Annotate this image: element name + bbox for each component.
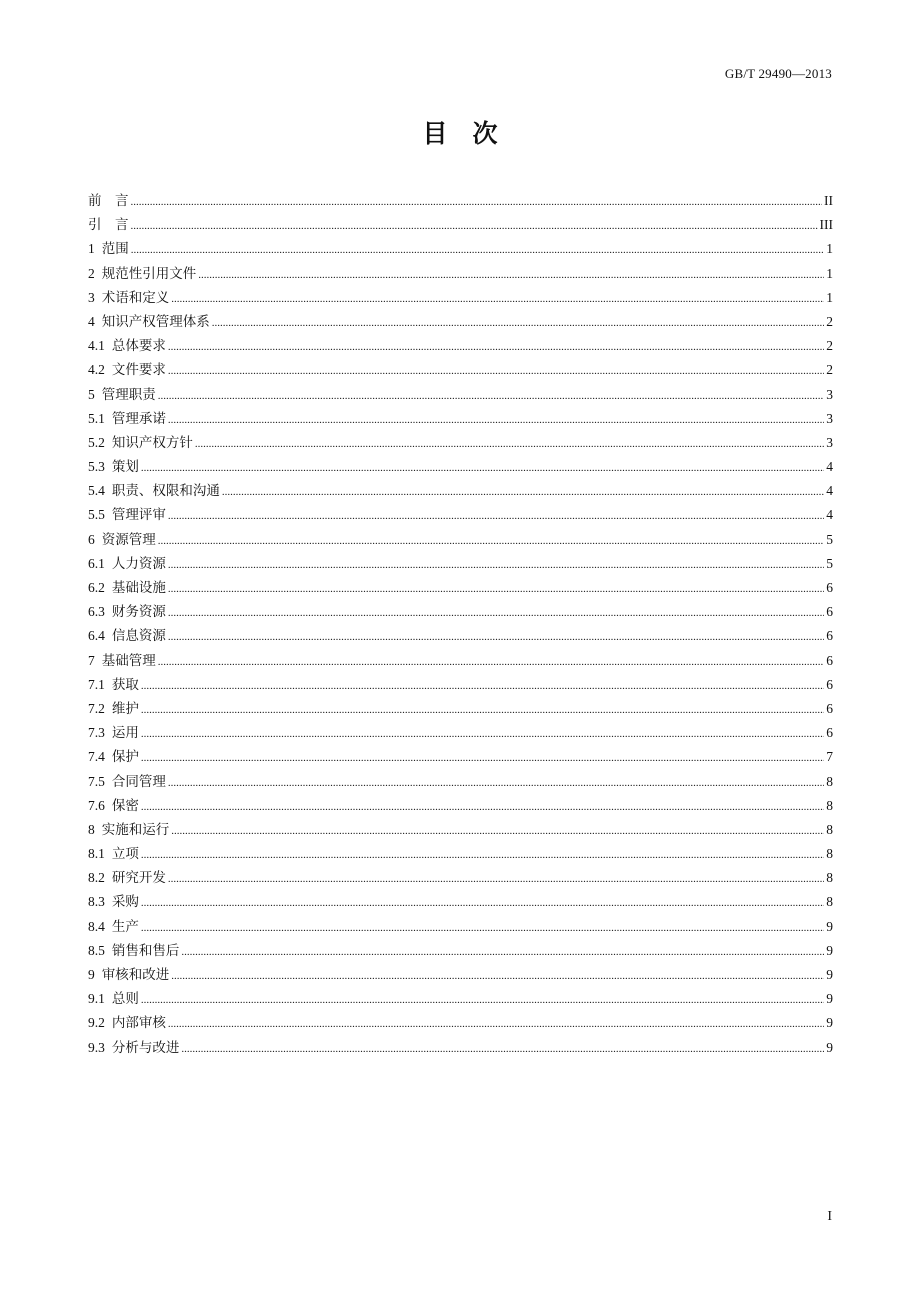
toc-entry-title: 策划 — [111, 459, 139, 476]
toc-entry-title: 人力资源 — [111, 555, 166, 572]
toc-entry-number: 5.2 — [88, 434, 105, 450]
toc-entry-page: 7 — [826, 749, 833, 765]
toc-entry-page: 8 — [826, 773, 833, 789]
toc-dot-leader — [168, 359, 824, 383]
toc-entry-page: 6 — [826, 604, 833, 620]
toc-entry-page: 8 — [826, 870, 833, 886]
toc-entry-title: 保护 — [111, 749, 139, 766]
toc-entry-title: 保密 — [111, 797, 139, 814]
toc-dot-leader — [158, 384, 825, 408]
toc-entry-title: 术语和定义 — [101, 289, 170, 306]
toc-entry-page: 4 — [826, 483, 833, 499]
toc-entry-number: 6.4 — [88, 628, 105, 644]
toc-entry-number: 5.4 — [88, 483, 105, 499]
toc-entry-page: 8 — [826, 894, 833, 910]
toc-dot-leader — [168, 867, 824, 891]
toc-dot-leader — [168, 577, 824, 601]
toc-entry[interactable] — [88, 915, 833, 939]
toc-entry-title: 审核和改进 — [101, 967, 170, 983]
toc-entry-number: 7 — [88, 652, 95, 668]
toc-dot-leader — [168, 408, 824, 432]
toc-entry-page: 6 — [826, 700, 833, 716]
toc-entry[interactable] — [88, 649, 833, 673]
toc-entry-number: 7.6 — [88, 797, 105, 813]
toc-entry-page: 2 — [826, 362, 833, 378]
toc-entry[interactable] — [88, 697, 833, 721]
toc-entry-page: 4 — [826, 507, 833, 523]
toc-entry[interactable] — [88, 842, 833, 866]
toc-entry-number: 8.1 — [88, 846, 105, 862]
toc-entry-title: 引 言 — [88, 217, 129, 234]
toc-entry[interactable] — [88, 1011, 833, 1035]
toc-entry-page: 5 — [826, 555, 833, 571]
toc-dot-leader — [141, 891, 824, 915]
toc-entry[interactable] — [88, 770, 833, 794]
toc-entry-page: 9 — [826, 942, 833, 958]
toc-entry-number: 7.1 — [88, 676, 105, 692]
toc-entry-number: 8.2 — [88, 870, 105, 886]
toc-entry-number: 4.2 — [88, 362, 105, 378]
toc-entry-page: 9 — [826, 918, 833, 934]
toc-entry-title: 获取 — [111, 676, 139, 693]
toc-entry-page: 3 — [826, 410, 833, 426]
toc-entry-number: 5.3 — [88, 459, 105, 475]
toc-dot-leader — [168, 335, 824, 359]
toc-entry-number: 6.3 — [88, 604, 105, 620]
toc-dot-leader — [141, 916, 824, 940]
toc-entry-page: 9 — [826, 1039, 833, 1055]
toc-entry[interactable] — [88, 237, 833, 261]
toc-entry-page: 1 — [826, 265, 833, 281]
toc-dot-leader — [168, 1012, 824, 1036]
page-title: 目 次 — [422, 119, 498, 148]
toc-dot-leader — [141, 988, 824, 1012]
toc-dot-leader — [181, 1037, 824, 1061]
toc-entry-number: 6.2 — [88, 580, 105, 595]
toc-entry-number: 8.5 — [88, 942, 105, 958]
toc-entry-number: 7.5 — [88, 773, 105, 789]
toc-entry[interactable] — [88, 479, 833, 503]
toc-entry-number: 1 — [88, 241, 95, 257]
toc-entry-title: 基础设施 — [111, 580, 166, 596]
toc-dot-leader — [168, 601, 824, 625]
toc-entry-title: 文件要求 — [111, 362, 166, 379]
toc-entry-page: 3 — [826, 434, 833, 450]
toc-entry[interactable] — [88, 624, 833, 648]
toc-entry-number: 9.3 — [88, 1039, 105, 1055]
toc-entry-number: 4.1 — [88, 338, 105, 354]
toc-dot-leader — [131, 190, 823, 214]
toc-entry-title: 管理承诺 — [111, 410, 166, 427]
toc-entry[interactable] — [88, 358, 833, 382]
toc-entry-page: 1 — [826, 241, 833, 257]
toc-entry[interactable] — [88, 721, 833, 745]
toc-entry-title: 知识产权方针 — [111, 434, 193, 451]
toc-entry-number: 7.4 — [88, 749, 105, 765]
toc-entry-number: 9 — [88, 967, 95, 982]
toc-entry-title: 管理评审 — [111, 507, 166, 524]
toc-entry[interactable] — [88, 383, 833, 407]
toc-entry-page: 5 — [826, 531, 833, 547]
toc-dot-leader — [141, 456, 824, 480]
toc-entry[interactable] — [88, 673, 833, 697]
toc-entry-number: 2 — [88, 265, 95, 281]
toc-dot-leader — [168, 625, 824, 649]
toc-entry[interactable] — [88, 576, 833, 600]
toc-entry-number: 8.4 — [88, 918, 105, 934]
toc-entry[interactable] — [88, 431, 833, 455]
table-of-contents — [88, 189, 833, 1060]
toc-entry-number: 9.2 — [88, 1015, 105, 1031]
toc-entry-page: 8 — [826, 846, 833, 862]
toc-dot-leader — [198, 263, 824, 287]
toc-entry-title: 内部审核 — [111, 1015, 166, 1032]
toc-entry-number: 6 — [88, 531, 95, 547]
toc-entry-page: 6 — [826, 628, 833, 644]
toc-entry[interactable] — [88, 407, 833, 431]
toc-dot-leader — [141, 698, 824, 722]
toc-entry-page: 9 — [826, 991, 833, 1007]
toc-dot-leader — [158, 650, 825, 674]
toc-entry-title: 销售和售后 — [111, 942, 180, 959]
toc-entry[interactable] — [88, 866, 833, 890]
toc-entry[interactable] — [88, 189, 833, 213]
toc-entry[interactable] — [88, 600, 833, 624]
page-number: I — [827, 1209, 832, 1224]
toc-entry-page: 8 — [826, 821, 833, 837]
toc-entry[interactable] — [88, 890, 833, 914]
toc-entry-page: III — [819, 217, 833, 233]
toc-entry[interactable] — [88, 503, 833, 527]
toc-entry-title: 范围 — [101, 241, 129, 258]
toc-entry-title: 总则 — [111, 991, 139, 1008]
toc-entry-title: 管理职责 — [101, 386, 156, 403]
toc-entry-number: 5.5 — [88, 507, 105, 523]
toc-entry-number: 4 — [88, 313, 95, 329]
toc-entry[interactable] — [88, 213, 833, 237]
toc-entry[interactable] — [88, 528, 833, 552]
toc-entry-number: 8.3 — [88, 894, 105, 910]
toc-dot-leader — [158, 529, 825, 553]
toc-entry[interactable] — [88, 334, 833, 358]
toc-entry[interactable] — [88, 745, 833, 769]
toc-entry[interactable] — [88, 552, 833, 576]
toc-entry[interactable] — [88, 987, 833, 1011]
toc-entry-title: 职责、权限和沟通 — [111, 483, 220, 500]
toc-entry[interactable] — [88, 1036, 833, 1060]
toc-entry-number: 6.1 — [88, 555, 105, 571]
toc-entry-number: 7.3 — [88, 725, 105, 741]
toc-entry-title: 财务资源 — [111, 604, 166, 621]
toc-entry-title: 采购 — [111, 894, 139, 911]
toc-dot-leader — [222, 480, 824, 504]
toc-entry-number: 5.1 — [88, 410, 105, 426]
toc-entry-page: 2 — [826, 338, 833, 354]
toc-dot-leader — [141, 843, 824, 867]
toc-entry-title: 知识产权管理体系 — [101, 313, 210, 330]
toc-entry-title: 生产 — [111, 918, 139, 935]
toc-entry-title: 信息资源 — [111, 628, 166, 645]
toc-entry-page: 6 — [826, 580, 833, 595]
toc-dot-leader — [141, 795, 824, 819]
toc-entry[interactable] — [88, 963, 833, 987]
toc-dot-leader — [131, 238, 825, 262]
toc-entry-title: 资源管理 — [101, 531, 156, 548]
toc-entry-page: 1 — [826, 289, 833, 305]
toc-entry-number: 9.1 — [88, 991, 105, 1007]
toc-entry-page: 3 — [826, 386, 833, 402]
toc-entry-title: 实施和运行 — [101, 821, 170, 838]
toc-dot-leader — [168, 771, 824, 795]
toc-entry[interactable] — [88, 262, 833, 286]
toc-entry-title: 维护 — [111, 700, 139, 717]
standard-code: GB/T 29490—2013 — [724, 66, 832, 81]
toc-dot-leader — [212, 311, 825, 335]
toc-dot-leader — [195, 432, 824, 456]
toc-entry-number: 5 — [88, 386, 95, 402]
toc-entry-number: 3 — [88, 289, 95, 305]
toc-dot-leader — [171, 819, 824, 843]
toc-entry[interactable] — [88, 818, 833, 842]
toc-entry-title: 合同管理 — [111, 773, 166, 790]
toc-dot-leader — [141, 746, 824, 770]
toc-entry-title: 分析与改进 — [111, 1039, 180, 1056]
toc-entry[interactable] — [88, 310, 833, 334]
toc-entry[interactable] — [88, 794, 833, 818]
toc-entry-page: 9 — [826, 967, 833, 982]
toc-entry-title: 基础管理 — [101, 652, 156, 669]
toc-dot-leader — [171, 964, 824, 988]
toc-entry-page: 6 — [826, 725, 833, 741]
toc-entry-title: 立项 — [111, 846, 139, 863]
toc-entry-page: 2 — [826, 313, 833, 329]
toc-entry-page: 6 — [826, 652, 833, 668]
toc-entry[interactable] — [88, 455, 833, 479]
toc-entry-page: II — [824, 193, 833, 208]
toc-entry-title: 规范性引用文件 — [101, 265, 197, 282]
toc-entry[interactable] — [88, 939, 833, 963]
toc-dot-leader — [168, 553, 824, 577]
toc-entry-page: 6 — [826, 676, 833, 692]
toc-entry-number: 7.2 — [88, 700, 105, 716]
toc-entry-title: 前 言 — [88, 193, 129, 209]
toc-entry-title: 运用 — [111, 725, 139, 742]
toc-entry-title: 研究开发 — [111, 870, 166, 887]
toc-dot-leader — [181, 940, 824, 964]
toc-entry-number: 8 — [88, 821, 95, 837]
toc-entry-page: 9 — [826, 1015, 833, 1031]
toc-dot-leader — [168, 504, 824, 528]
toc-dot-leader — [171, 287, 824, 311]
toc-dot-leader — [141, 674, 824, 698]
toc-dot-leader — [141, 722, 824, 746]
toc-entry-title: 总体要求 — [111, 338, 166, 355]
toc-entry-page: 8 — [826, 797, 833, 813]
toc-dot-leader — [131, 214, 818, 238]
toc-entry-page: 4 — [826, 459, 833, 475]
toc-entry[interactable] — [88, 286, 833, 310]
